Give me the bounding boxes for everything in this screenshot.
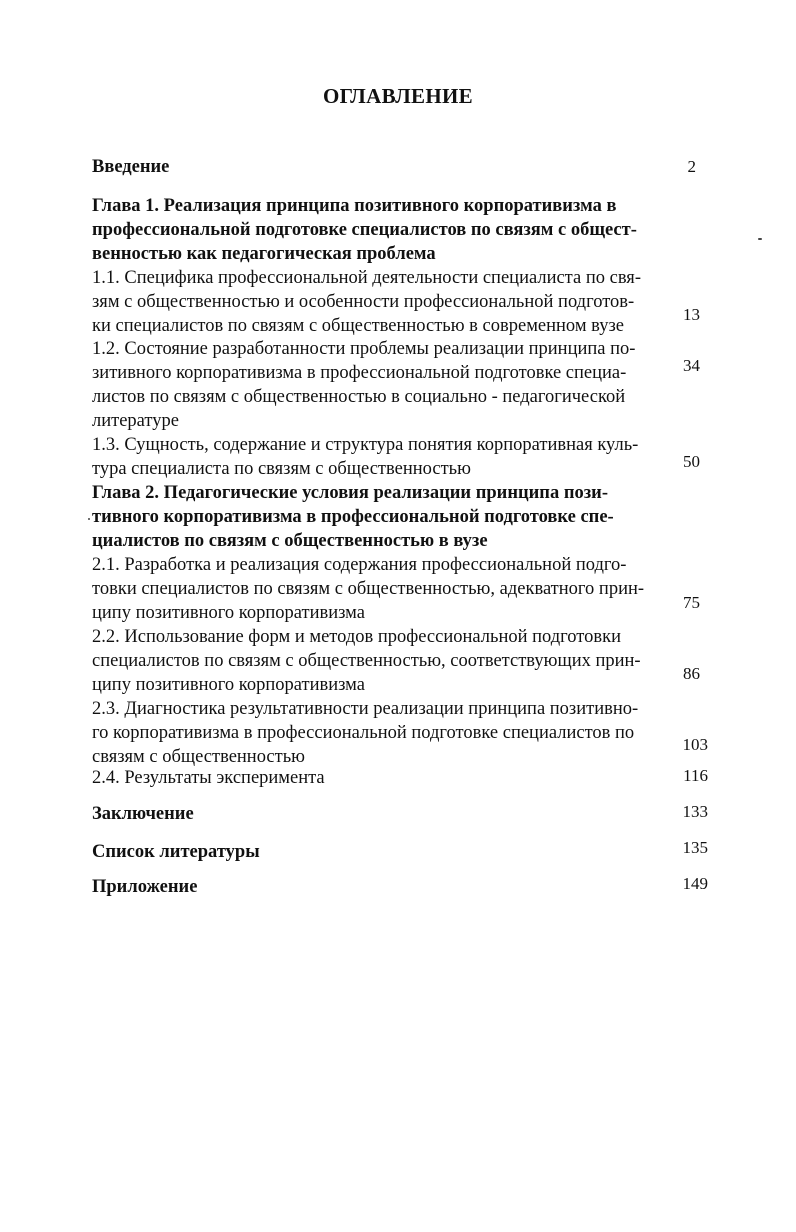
section-2-2-page: 86: [683, 664, 700, 683]
scan-speck: [88, 518, 90, 520]
section-1-3-line: 1.3. Сущность, содержание и структура понятия корпоративная куль-: [92, 435, 639, 455]
section-2-3-line: 2.3. Диагностика результативности реализации принципа позитивно-: [92, 699, 639, 719]
section-2-2-line: ципу позитивного корпоративизма: [92, 675, 365, 695]
toc-conclusion-label: Заключение: [92, 804, 194, 824]
scan-speck: [758, 238, 762, 240]
toc-references-label: Список литературы: [92, 842, 260, 862]
section-1-2-page: 34: [683, 356, 700, 375]
toc-conclusion-page: 133: [682, 802, 708, 821]
section-1-1-line: ки специалистов по связям с общественностью в современном вузе: [92, 316, 625, 336]
chapter1-line: венностью как педагогическая проблема: [92, 244, 436, 264]
chapter2-line: Глава 2. Педагогические условия реализации принципа пози-: [92, 483, 608, 503]
section-2-3-line: связям с общественностью: [92, 747, 305, 767]
section-1-2-line: литературе: [92, 411, 179, 431]
toc-references-page: 135: [682, 838, 708, 857]
section-2-1-line: ципу позитивного корпоративизма: [92, 603, 365, 623]
section-2-2-line: 2.2. Использование форм и методов профессиональной подготовки: [92, 627, 622, 647]
section-1-1-page: 13: [683, 305, 700, 324]
section-1-2-line: листов по связям с общественностью в социально - педагогической: [92, 387, 626, 407]
chapter2-line: тивного корпоративизма в профессиональной подготовке спе-: [92, 507, 614, 527]
section-2-3-page: 103: [682, 735, 708, 754]
chapter2-line: циалистов по связям с общественностью в вузе: [92, 531, 488, 551]
section-1-2-line: 1.2. Состояние разработанности проблемы реализации принципа по-: [92, 339, 636, 359]
toc-appendix-label: Приложение: [92, 877, 198, 897]
chapter1-line: Глава 1. Реализация принципа позитивного корпоративизма в: [92, 196, 617, 216]
section-1-1-line: 1.1. Специфика профессиональной деятельности специалиста по свя-: [92, 268, 641, 288]
section-1-3-page: 50: [683, 452, 700, 471]
section-2-4-page: 116: [683, 766, 708, 785]
section-2-4-line: 2.4. Результаты эксперимента: [92, 768, 325, 788]
section-2-2-line: специалистов по связям с общественностью, соответствующих прин-: [92, 651, 641, 671]
toc-appendix-page: 149: [682, 874, 708, 893]
chapter1-line: профессиональной подготовке специалистов по связям с общест-: [92, 220, 637, 240]
section-1-1-line: зям с общественностью и особенности профессиональной подготов-: [92, 292, 635, 312]
toc-title: ОГЛАВЛЕНИЕ: [323, 84, 473, 108]
toc-intro-label: Введение: [92, 157, 170, 177]
section-2-3-line: го корпоративизма в профессиональной подготовке специалистов по: [92, 723, 635, 743]
section-2-1-line: 2.1. Разработка и реализация содержания профессиональной подго-: [92, 555, 627, 575]
section-1-3-line: тура специалиста по связям с общественностью: [92, 459, 471, 479]
section-2-1-page: 75: [683, 593, 700, 612]
section-2-1-line: товки специалистов по связям с общественностью, адекватного прин-: [92, 579, 645, 599]
toc-intro-page: 2: [687, 157, 696, 176]
section-1-2-line: зитивного корпоративизма в профессиональной подготовке специа-: [92, 363, 627, 383]
